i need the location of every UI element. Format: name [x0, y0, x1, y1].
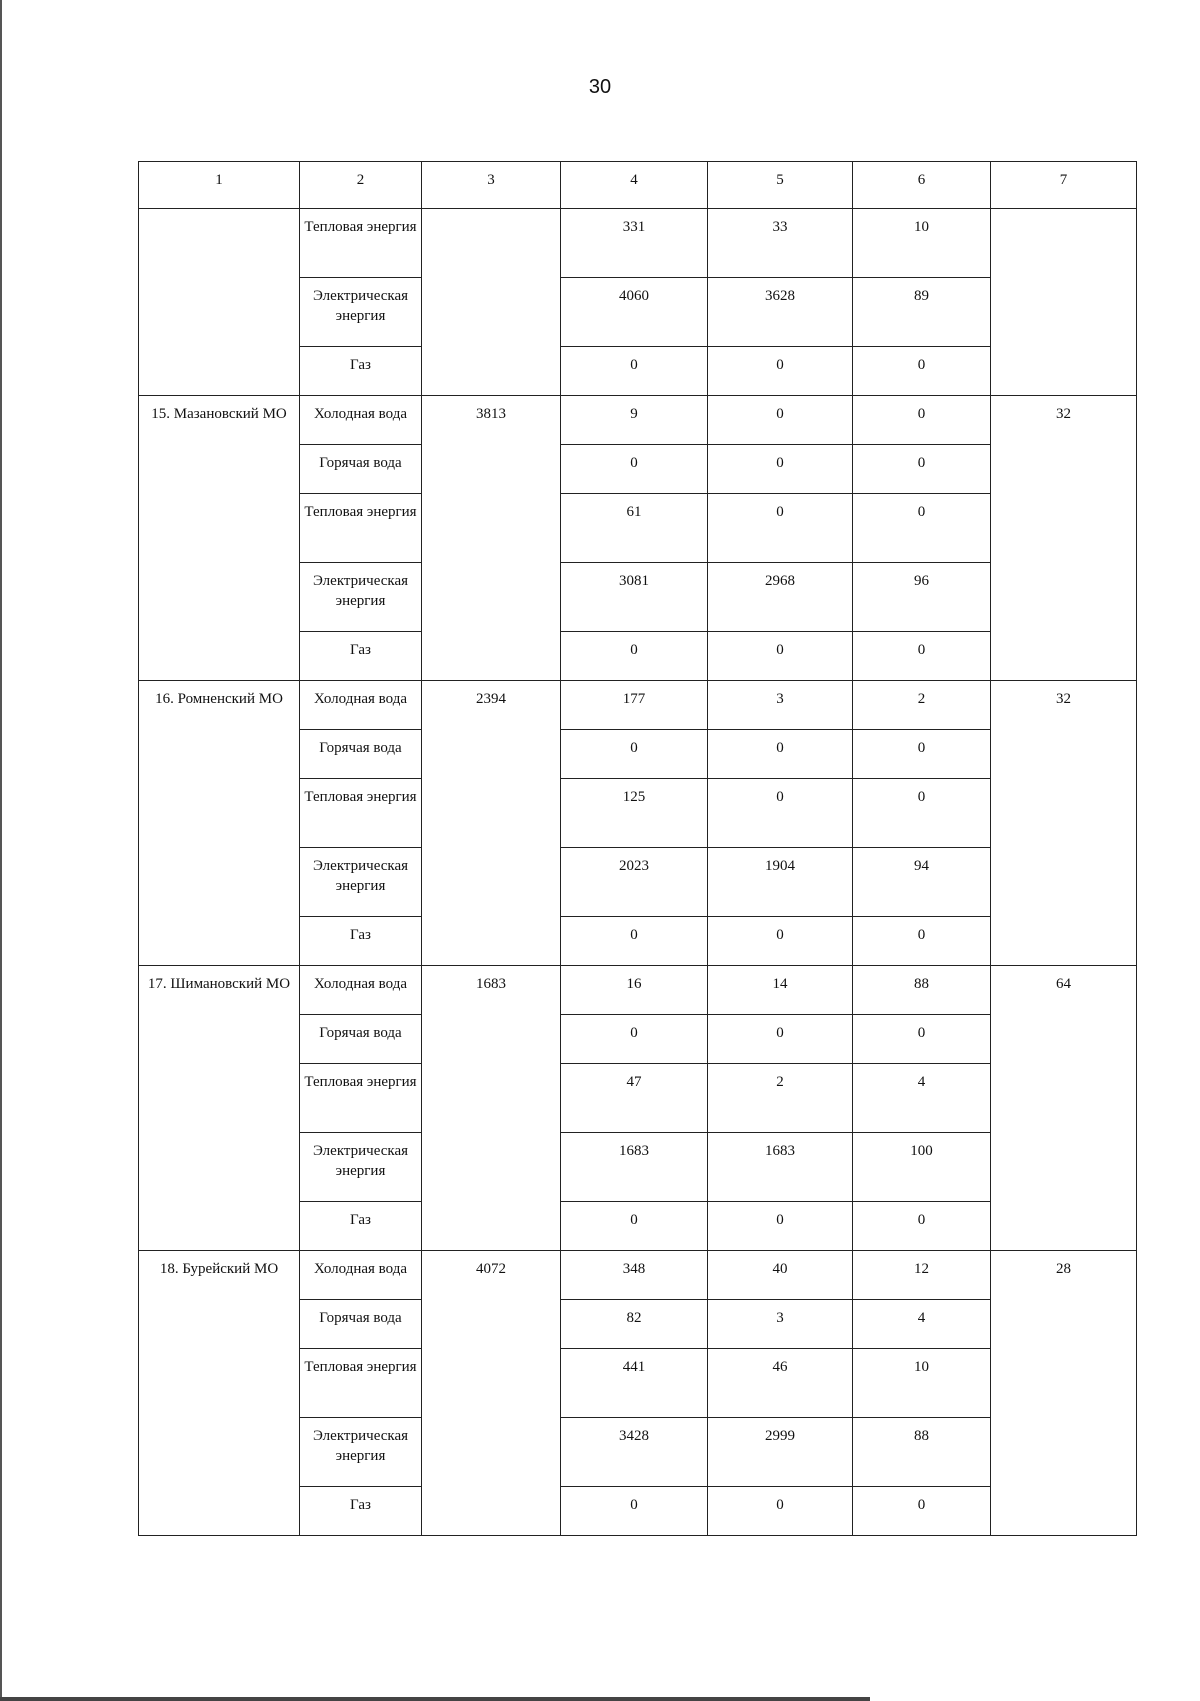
- value-cell-5: 0: [708, 779, 853, 848]
- value-cell-5: 1904: [708, 848, 853, 917]
- value-cell-4: 47: [561, 1064, 708, 1133]
- value-cell-6: 100: [853, 1133, 991, 1202]
- percent-cell: 32: [991, 396, 1137, 681]
- resource-cell: Электрическая энергия: [300, 563, 422, 632]
- total-cell: 3813: [422, 396, 561, 681]
- resource-table: [138, 161, 1137, 1536]
- total-cell: 4072: [422, 1251, 561, 1536]
- value-cell-5: 33: [708, 209, 853, 278]
- value-cell-4: 2023: [561, 848, 708, 917]
- value-cell-4: 16: [561, 966, 708, 1015]
- value-cell-6: 88: [853, 966, 991, 1015]
- value-cell-4: 348: [561, 1251, 708, 1300]
- value-cell-6: 0: [853, 632, 991, 681]
- resource-cell: Горячая вода: [300, 1015, 422, 1064]
- value-cell-5: 46: [708, 1349, 853, 1418]
- value-cell-4: 9: [561, 396, 708, 445]
- table-row: [139, 1251, 1137, 1300]
- value-cell-5: 0: [708, 396, 853, 445]
- value-cell-4: 3081: [561, 563, 708, 632]
- value-cell-6: 0: [853, 494, 991, 563]
- value-cell-4: 82: [561, 1300, 708, 1349]
- resource-cell: Тепловая энергия: [300, 209, 422, 278]
- value-cell-5: 40: [708, 1251, 853, 1300]
- resource-cell: Электрическая энергия: [300, 278, 422, 347]
- value-cell-6: 89: [853, 278, 991, 347]
- value-cell-4: 177: [561, 681, 708, 730]
- value-cell-6: 12: [853, 1251, 991, 1300]
- value-cell-4: 61: [561, 494, 708, 563]
- column-header: 3: [422, 162, 561, 209]
- value-cell-5: 0: [708, 917, 853, 966]
- value-cell-4: 0: [561, 1487, 708, 1536]
- value-cell-5: 2999: [708, 1418, 853, 1487]
- scan-edge-left: [0, 0, 2, 1701]
- value-cell-4: 0: [561, 1202, 708, 1251]
- value-cell-5: 2968: [708, 563, 853, 632]
- value-cell-4: 331: [561, 209, 708, 278]
- value-cell-6: 0: [853, 1202, 991, 1251]
- total-cell: 1683: [422, 966, 561, 1251]
- percent-cell-empty: [991, 209, 1137, 396]
- municipality-cell: 17. Шимановский МО: [139, 966, 300, 1251]
- column-header: 1: [139, 162, 300, 209]
- value-cell-5: 3: [708, 1300, 853, 1349]
- value-cell-5: 0: [708, 1015, 853, 1064]
- resource-cell: Горячая вода: [300, 445, 422, 494]
- value-cell-5: 0: [708, 494, 853, 563]
- value-cell-6: 0: [853, 730, 991, 779]
- resource-cell: Горячая вода: [300, 1300, 422, 1349]
- value-cell-4: 0: [561, 730, 708, 779]
- value-cell-4: 0: [561, 445, 708, 494]
- value-cell-6: 0: [853, 779, 991, 848]
- value-cell-6: 94: [853, 848, 991, 917]
- column-header: 7: [991, 162, 1137, 209]
- value-cell-6: 0: [853, 445, 991, 494]
- municipality-cell: 15. Мазановский МО: [139, 396, 300, 681]
- value-cell-6: 96: [853, 563, 991, 632]
- resource-cell: Газ: [300, 632, 422, 681]
- resource-cell: Газ: [300, 917, 422, 966]
- value-cell-6: 0: [853, 347, 991, 396]
- value-cell-6: 0: [853, 1015, 991, 1064]
- value-cell-6: 0: [853, 396, 991, 445]
- resource-cell: Газ: [300, 1202, 422, 1251]
- resource-cell: Тепловая энергия: [300, 1349, 422, 1418]
- resource-cell: Газ: [300, 347, 422, 396]
- column-header: 2: [300, 162, 422, 209]
- value-cell-5: 3: [708, 681, 853, 730]
- value-cell-6: 10: [853, 209, 991, 278]
- value-cell-6: 10: [853, 1349, 991, 1418]
- resource-cell: Холодная вода: [300, 966, 422, 1015]
- resource-cell: Электрическая энергия: [300, 1418, 422, 1487]
- resource-cell: Холодная вода: [300, 1251, 422, 1300]
- column-number-row: [139, 162, 1137, 209]
- table-row: [139, 966, 1137, 1015]
- column-header: 5: [708, 162, 853, 209]
- value-cell-5: 3628: [708, 278, 853, 347]
- column-header: 4: [561, 162, 708, 209]
- value-cell-5: 0: [708, 1202, 853, 1251]
- value-cell-6: 4: [853, 1064, 991, 1133]
- value-cell-6: 2: [853, 681, 991, 730]
- value-cell-4: 0: [561, 347, 708, 396]
- value-cell-4: 441: [561, 1349, 708, 1418]
- value-cell-6: 4: [853, 1300, 991, 1349]
- resource-cell: Горячая вода: [300, 730, 422, 779]
- scan-edge-bottom: [0, 1697, 870, 1701]
- value-cell-5: 14: [708, 966, 853, 1015]
- resource-cell: Тепловая энергия: [300, 1064, 422, 1133]
- value-cell-6: 88: [853, 1418, 991, 1487]
- value-cell-5: 0: [708, 1487, 853, 1536]
- total-cell-empty: [422, 209, 561, 396]
- value-cell-5: 0: [708, 632, 853, 681]
- value-cell-4: 1683: [561, 1133, 708, 1202]
- municipality-cell: 16. Ромненский МО: [139, 681, 300, 966]
- value-cell-5: 0: [708, 347, 853, 396]
- percent-cell: 64: [991, 966, 1137, 1251]
- value-cell-6: 0: [853, 1487, 991, 1536]
- column-header: 6: [853, 162, 991, 209]
- value-cell-6: 0: [853, 917, 991, 966]
- municipality-cell-empty: [139, 209, 300, 396]
- resource-cell: Холодная вода: [300, 396, 422, 445]
- percent-cell: 28: [991, 1251, 1137, 1536]
- value-cell-4: 4060: [561, 278, 708, 347]
- resource-cell: Холодная вода: [300, 681, 422, 730]
- value-cell-5: 0: [708, 730, 853, 779]
- value-cell-5: 2: [708, 1064, 853, 1133]
- value-cell-5: 0: [708, 445, 853, 494]
- value-cell-5: 1683: [708, 1133, 853, 1202]
- resource-cell: Газ: [300, 1487, 422, 1536]
- value-cell-4: 0: [561, 917, 708, 966]
- table-row: [139, 209, 1137, 278]
- value-cell-4: 0: [561, 632, 708, 681]
- value-cell-4: 3428: [561, 1418, 708, 1487]
- municipality-cell: 18. Бурейский МО: [139, 1251, 300, 1536]
- resource-cell: Электрическая энергия: [300, 848, 422, 917]
- table-row: [139, 396, 1137, 445]
- resource-cell: Электрическая энергия: [300, 1133, 422, 1202]
- resource-cell: Тепловая энергия: [300, 494, 422, 563]
- page-number: 30: [588, 76, 612, 98]
- percent-cell: 32: [991, 681, 1137, 966]
- value-cell-4: 0: [561, 1015, 708, 1064]
- resource-cell: Тепловая энергия: [300, 779, 422, 848]
- table-row: [139, 681, 1137, 730]
- value-cell-4: 125: [561, 779, 708, 848]
- total-cell: 2394: [422, 681, 561, 966]
